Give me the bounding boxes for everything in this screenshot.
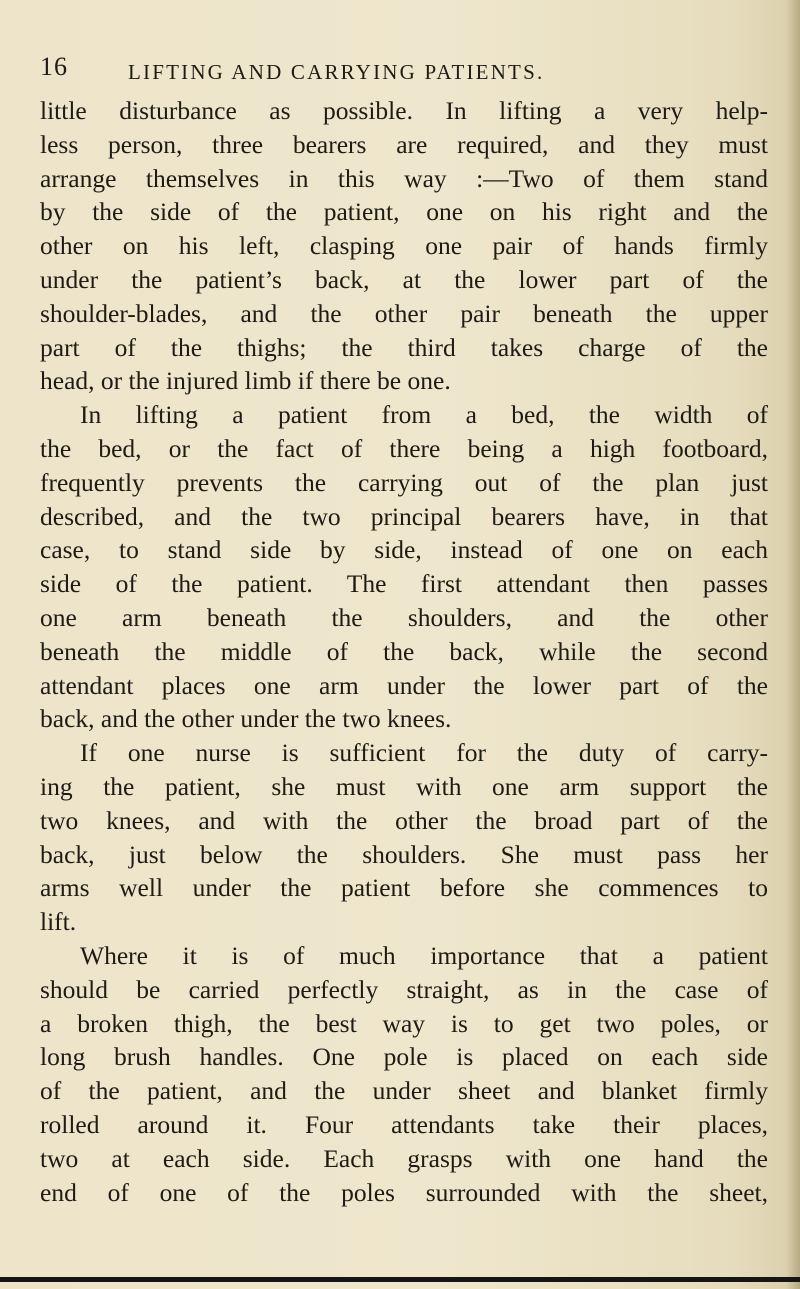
text-line: the bed, or the fact of there being a high footboard, bbox=[40, 433, 768, 463]
text-line: of the patient, and the under sheet and blanket firmly bbox=[40, 1076, 768, 1106]
text-line: ing the patient, she must with one arm support the bbox=[40, 771, 768, 801]
text-line: If one nurse is sufficient for the duty of carry- bbox=[80, 738, 768, 768]
text-line: attendant places one arm under the lower part of the bbox=[40, 670, 768, 700]
text-line: side of the patient. The first attendant then passes bbox=[40, 569, 768, 599]
text-line: In lifting a patient from a bed, the width of bbox=[80, 400, 768, 430]
text-line: case, to stand side by side, instead of one on each bbox=[40, 535, 768, 565]
text-line: one arm beneath the shoulders, and the other bbox=[40, 602, 768, 632]
text-line: back, and the other under the two knees. bbox=[40, 704, 452, 734]
text-line: by the side of the patient, one on his right and the bbox=[40, 197, 768, 227]
text-line: other on his left, clasping one pair of hands firmly bbox=[40, 231, 768, 261]
text-line: should be carried perfectly straight, as in the case of bbox=[40, 974, 768, 1004]
text-line: described, and the two principal bearers have, in that bbox=[40, 501, 768, 531]
text-line: less person, three bearers are required, and they must bbox=[40, 129, 768, 159]
text-line: arms well under the patient before she commences to bbox=[40, 873, 768, 903]
text-line: a broken thigh, the best way is to get two poles, or bbox=[40, 1008, 768, 1038]
text-line: lift. bbox=[40, 907, 77, 937]
text-line: beneath the middle of the back, while the second bbox=[40, 636, 768, 666]
text-line: Where it is of much importance that a patient bbox=[80, 940, 768, 970]
text-line: back, just below the shoulders. She must pass her bbox=[40, 839, 768, 869]
text-line: part of the thighs; the third takes charge of the bbox=[40, 332, 768, 362]
text-line: rolled around it. Four attendants take their places, bbox=[40, 1109, 768, 1139]
text-line: arrange themselves in this way :—Two of them stand bbox=[40, 163, 768, 193]
text-line: little disturbance as possible. In lifting a very help- bbox=[40, 96, 768, 125]
text-line: two at each side. Each grasps with one hand the bbox=[40, 1143, 768, 1173]
running-title: LIFTING AND CARRYING PATIENTS. bbox=[128, 60, 545, 84]
text-line: two knees, and with the other the broad part of the bbox=[40, 805, 768, 835]
text-line: shoulder-blades, and the other pair beneath the upper bbox=[40, 298, 768, 328]
text-line: head, or the injured limb if there be one. bbox=[40, 366, 451, 396]
page-edge-shadow bbox=[786, 0, 800, 1289]
text-line: under the patient’s back, at the lower part of the bbox=[40, 264, 768, 294]
text-line: frequently prevents the carrying out of the plan just bbox=[40, 467, 768, 497]
body-text bbox=[40, 94, 768, 1209]
text-line: end of one of the poles surrounded with the sheet, bbox=[40, 1177, 768, 1207]
text-line: long brush handles. One pole is placed on each side bbox=[40, 1042, 768, 1072]
bottom-rule bbox=[0, 1277, 800, 1282]
page-header bbox=[0, 48, 800, 88]
page-number: 16 bbox=[40, 52, 68, 81]
